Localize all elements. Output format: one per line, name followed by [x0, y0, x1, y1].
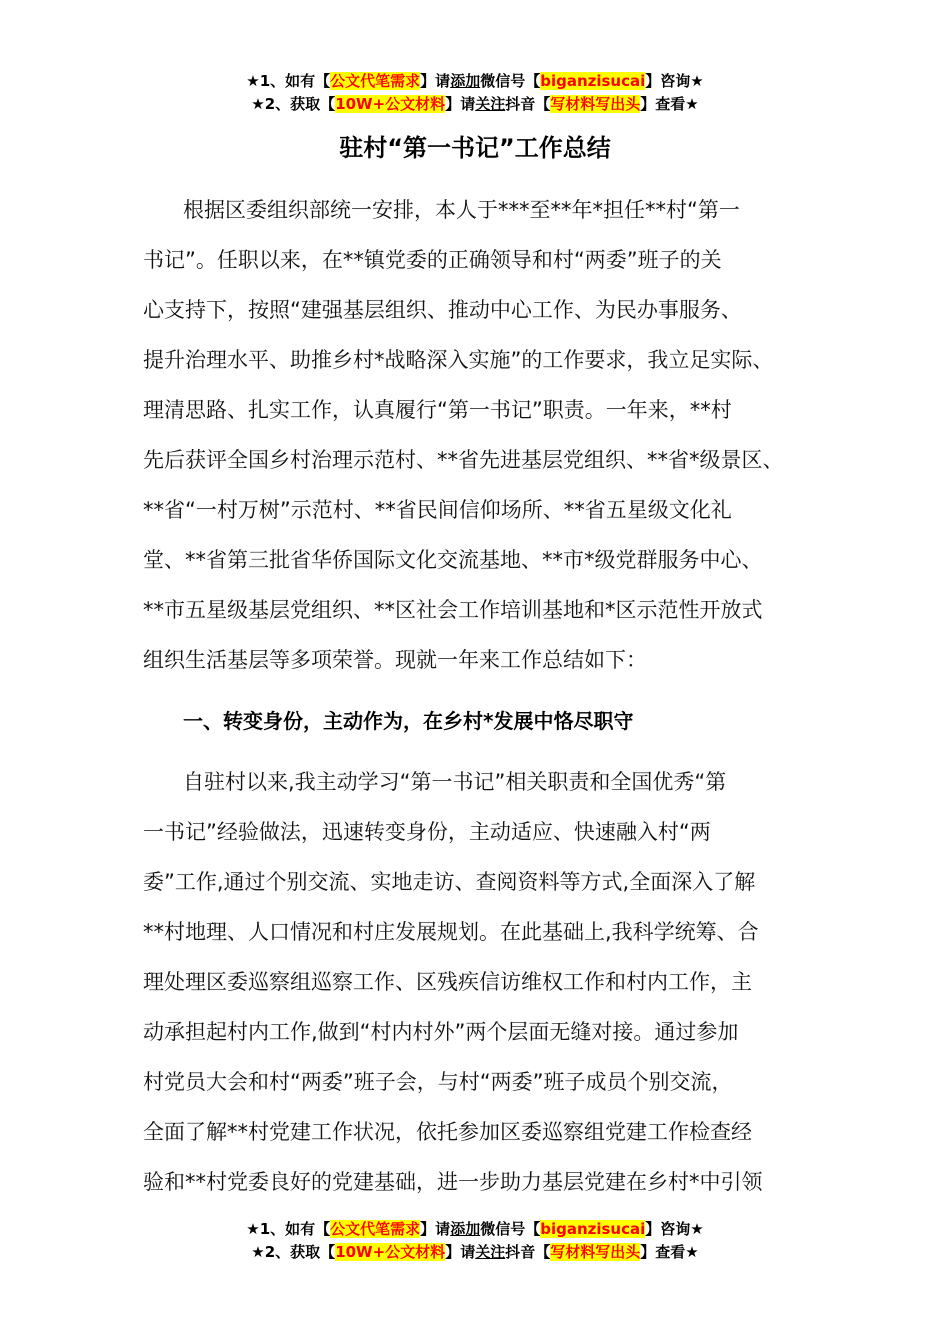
- banner-text: ★1、如有【: [246, 72, 331, 90]
- banner-text: 】请: [445, 95, 476, 113]
- banner-line-1: [0, 1218, 950, 1241]
- banner-text: 抖音【: [505, 95, 551, 113]
- banner-text: ★2、获取【: [251, 1243, 336, 1261]
- paragraph-line: 根据区委组织部统一安排，本人于***至**年*担任**村“第一: [183, 198, 740, 222]
- banner-text: 】咨询★: [645, 1220, 704, 1238]
- banner-text: 抖音【: [505, 1243, 551, 1261]
- banner-text: 微信号【: [480, 1220, 541, 1238]
- banner-line-1: [0, 70, 950, 93]
- banner-highlight: biganzisucai: [540, 72, 646, 90]
- banner-underline: 添加: [450, 1220, 481, 1238]
- banner-underline: 关注: [475, 1243, 506, 1261]
- top-ad-banner: [0, 70, 950, 116]
- paragraph-line: **市五星级基层党组织、**区社会工作培训基地和*区示范性开放式: [143, 598, 763, 622]
- bottom-ad-banner: [0, 1218, 950, 1264]
- paragraph-line: 动承担起村内工作,做到“村内村外”两个层面无缝对接。通过参加: [143, 1020, 739, 1044]
- document-title: 驻村“第一书记”工作总结: [339, 134, 611, 162]
- banner-underline: 添加: [450, 72, 481, 90]
- banner-text: 】请: [420, 72, 451, 90]
- banner-highlight: 公文代笔需求: [330, 1220, 421, 1238]
- paragraph-line: 书记”。任职以来，在**镇党委的正确领导和村“两委”班子的关: [143, 248, 722, 272]
- paragraph-line: **村地理、人口情况和村庄发展规划。在此基础上,我科学统筹、合: [143, 920, 759, 944]
- paragraph-line: 先后获评全国乡村治理示范村、**省先进基层党组织、**省*级景区、: [143, 448, 784, 472]
- banner-highlight: 写材料写出头: [550, 1243, 641, 1261]
- paragraph-line: 提升治理水平、助推乡村*战略深入实施”的工作要求，我立足实际、: [143, 348, 774, 372]
- banner-highlight: 10W+公文材料: [335, 95, 446, 113]
- section-heading: 一、转变身份，主动作为，在乡村*发展中恪尽职守: [183, 709, 634, 733]
- paragraph-line: 验和**村党委良好的党建基础，进一步助力基层党建在乡村*中引领: [143, 1170, 763, 1194]
- banner-underline: 关注: [475, 95, 506, 113]
- paragraph-line: 理清思路、扎实工作，认真履行“第一书记”职责。一年来，**村: [143, 398, 732, 422]
- banner-text: 】查看★: [640, 95, 699, 113]
- paragraph-line: 心支持下，按照“建强基层组织、推动中心工作、为民办事服务、: [143, 298, 742, 322]
- paragraph-line: **省“一村万树”示范村、**省民间信仰场所、**省五星级文化礼: [143, 498, 732, 522]
- banner-line-2: [0, 1241, 950, 1264]
- banner-text: 】请: [445, 1243, 476, 1261]
- banner-text: 】请: [420, 1220, 451, 1238]
- paragraph-line: 一书记”经验做法，迅速转变身份，主动适应、快速融入村“两: [143, 820, 711, 844]
- paragraph-line: 委”工作,通过个别交流、实地走访、查阅资料等方式,全面深入了解: [143, 870, 756, 894]
- paragraph-line: 村党员大会和村“两委”班子会，与村“两委”班子成员个别交流，: [143, 1070, 733, 1094]
- banner-highlight: 写材料写出头: [550, 95, 641, 113]
- banner-text: 】咨询★: [645, 72, 704, 90]
- paragraph-line: 全面了解**村党建工作状况，依托参加区委巡察组党建工作检查经: [143, 1120, 752, 1144]
- banner-text: 】查看★: [640, 1243, 699, 1261]
- banner-highlight: 10W+公文材料: [335, 1243, 446, 1261]
- paragraph-line: 组织生活基层等多项荣誉。现就一年来工作总结如下：: [143, 648, 647, 672]
- banner-text: 微信号【: [480, 72, 541, 90]
- banner-text: ★2、获取【: [251, 95, 336, 113]
- paragraph-line: 堂、**省第三批省华侨国际文化交流基地、**市*级党群服务中心、: [143, 548, 763, 572]
- banner-text: ★1、如有【: [246, 1220, 331, 1238]
- banner-highlight: biganzisucai: [540, 1220, 646, 1238]
- banner-highlight: 公文代笔需求: [330, 72, 421, 90]
- paragraph-line: 理处理区委巡察组巡察工作、区残疾信访维权工作和村内工作，主: [143, 970, 752, 994]
- paragraph-line: 自驻村以来,我主动学习“第一书记”相关职责和全国优秀“第: [183, 770, 727, 794]
- banner-line-2: [0, 93, 950, 116]
